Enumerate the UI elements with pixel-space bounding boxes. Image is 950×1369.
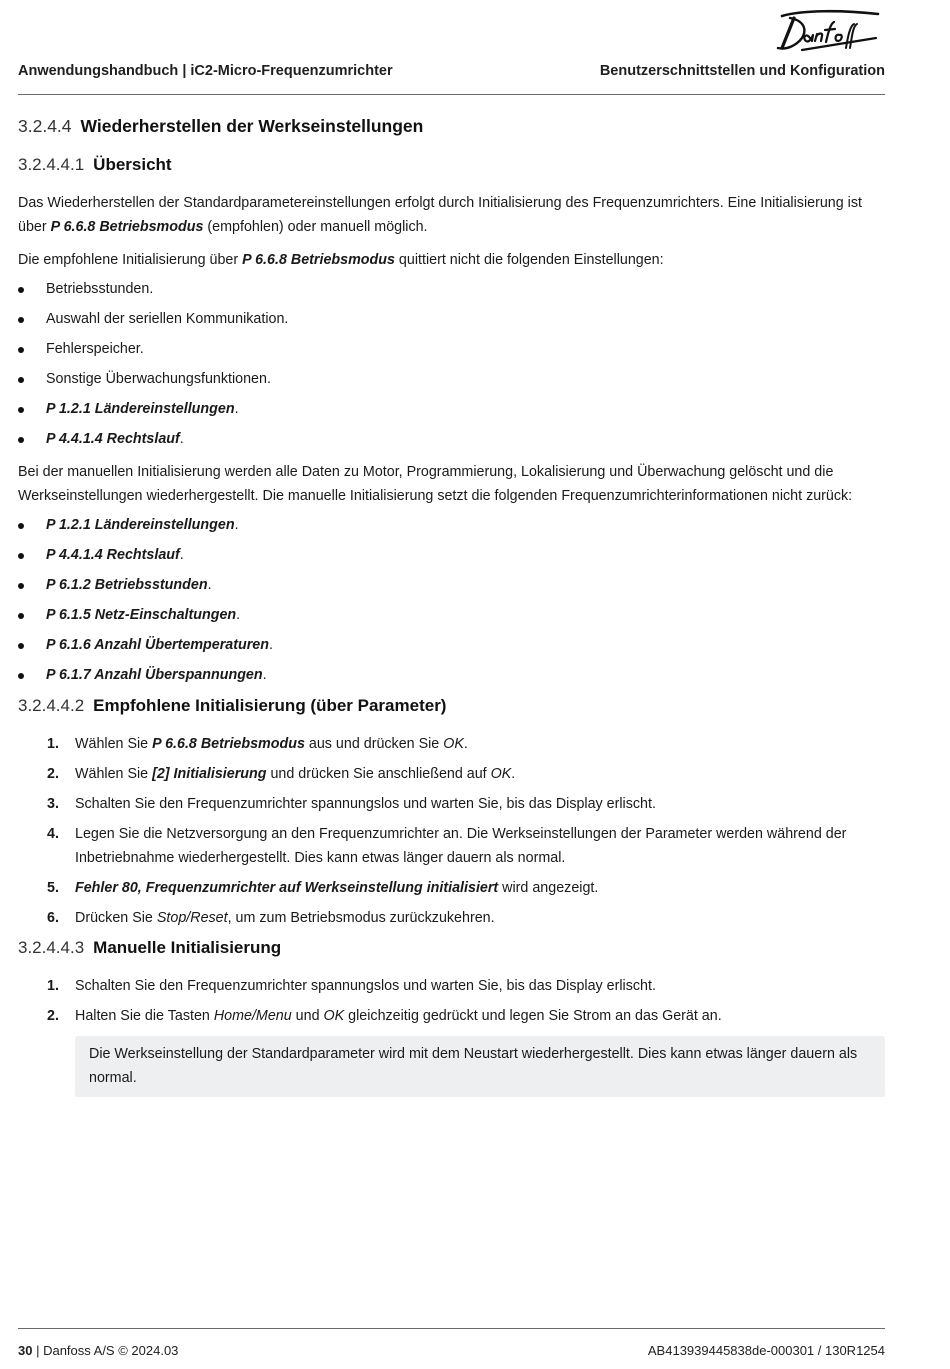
footer-document-code: AB413939445838de-000301 / 130R1254 (647, 1343, 885, 1358)
bullet-icon (18, 377, 24, 383)
bullet-icon (18, 317, 24, 323)
step-item: 1. Wählen Sie P 6.6.8 Betriebsmodus aus und drücken Sie OK. (47, 736, 468, 752)
bullet-icon (18, 523, 24, 529)
header-divider (18, 94, 885, 95)
manual-steps (18, 974, 885, 1028)
bullet-icon (18, 553, 24, 559)
step-item: 3. Schalten Sie den Frequenzumrichter spannungslos und warten Sie, bis das Display erlischt. (47, 796, 656, 812)
list-item: Betriebsstunden. (18, 277, 885, 301)
bullet-icon (18, 583, 24, 589)
list-item: P 4.4.1.4 Rechtslauf. (18, 427, 885, 451)
footer-divider (18, 1328, 885, 1329)
overview-paragraph-2: Die empfohlene Initialisierung über P 6.6.8 Betriebsmodus quittiert nicht die folgenden Einstellungen: (18, 252, 664, 268)
step-item: 1. Schalten Sie den Frequenzumrichter spannungslos und warten Sie, bis das Display erlischt. (47, 978, 656, 994)
list-item: P 1.2.1 Ländereinstellungen. (18, 397, 885, 421)
list-item: P 6.1.5 Netz-Einschaltungen. (18, 603, 885, 627)
overview-paragraph-3: Bei der manuellen Initialisierung werden alle Daten zu Motor, Programmierung, Lokalisierung und Überwachung gelöscht und die Werkseinstellungen wiederhergestellt. Die manuelle Initialisierung setzt die folgenden Frequenzumrichterinformationen nicht zurück: (18, 464, 853, 504)
header-document-title: Anwendungshandbuch | iC2-Micro-Frequenzumrichter (18, 63, 393, 79)
list-item: P 1.2.1 Ländereinstellungen. (18, 513, 885, 537)
bullet-icon (18, 437, 24, 443)
overview-heading (18, 155, 885, 181)
step-item: 6. Drücken Sie Stop/Reset, um zum Betriebsmodus zurückzukehren. (47, 910, 495, 926)
page-number: 30 (18, 1343, 33, 1358)
retained-settings-list (18, 277, 885, 451)
list-item: P 4.4.1.4 Rechtslauf. (18, 543, 885, 567)
step-item: 2. Halten Sie die Tasten Home/Menu und OK gleichzeitig gedrückt und legen Sie Strom an das Gerät an. (47, 1008, 722, 1024)
section-title: Wiederherstellen der Werkseinstellungen (80, 116, 424, 136)
bullet-icon (18, 407, 24, 413)
bullet-icon (18, 347, 24, 353)
manual-heading (18, 938, 885, 964)
bullet-icon (18, 643, 24, 649)
recommended-title: Empfohlene Initialisierung (über Parameter) (93, 696, 447, 715)
note-box: Die Werkseinstellung der Standardparameter wird mit dem Neustart wiederhergestellt. Dies kann etwas länger dauern als normal. (75, 1036, 885, 1097)
list-item: Fehlerspeicher. (18, 337, 885, 361)
overview-paragraph-1: Das Wiederherstellen der Standardparametereinstellungen erfolgt durch Initialisierung des Frequenzumrichters. Eine Initialisierung ist über P 6.6.8 Betriebsmodus (empfohlen) oder manuell möglich. (18, 195, 862, 235)
footer-page-info (18, 1343, 178, 1358)
danfoss-logo (772, 8, 884, 52)
section-heading (18, 116, 885, 142)
bullet-icon (18, 673, 24, 679)
list-item: Sonstige Überwachungsfunktionen. (18, 367, 885, 391)
list-item: P 6.1.6 Anzahl Übertemperaturen. (18, 633, 885, 657)
page-content (18, 116, 885, 1097)
step-item: 2. Wählen Sie [2] Initialisierung und drücken Sie anschließend auf OK. (47, 766, 516, 782)
footer-publisher: | Danfoss A/S © 2024.03 (32, 1343, 179, 1358)
bullet-icon (18, 287, 24, 293)
bullet-icon (18, 613, 24, 619)
step-item: 5. Fehler 80, Frequenzumrichter auf Werkseinstellung initialisiert wird angezeigt. (47, 880, 599, 896)
list-item: P 6.1.7 Anzahl Überspannungen. (18, 663, 885, 687)
step-item: 4. Legen Sie die Netzversorgung an den Frequenzumrichter an. Die Werkseinstellungen der Parameter werden während der Inbetriebnahme wiederhergestellt. Dies kann etwas länger dauern als normal. (47, 826, 847, 866)
recommended-heading (18, 696, 885, 722)
list-item: P 6.1.2 Betriebsstunden. (18, 573, 885, 597)
overview-title: Übersicht (93, 155, 172, 174)
not-reset-info-list (18, 513, 885, 687)
section-number: 3.2.4.4 (18, 116, 72, 136)
header-chapter-title: Benutzerschnittstellen und Konfiguration (599, 63, 885, 79)
manual-number: 3.2.4.4.3 (18, 938, 85, 957)
recommended-steps (18, 732, 885, 930)
recommended-number: 3.2.4.4.2 (18, 696, 85, 715)
list-item: Auswahl der seriellen Kommunikation. (18, 307, 885, 331)
overview-number: 3.2.4.4.1 (18, 155, 85, 174)
manual-title: Manuelle Initialisierung (93, 938, 282, 957)
